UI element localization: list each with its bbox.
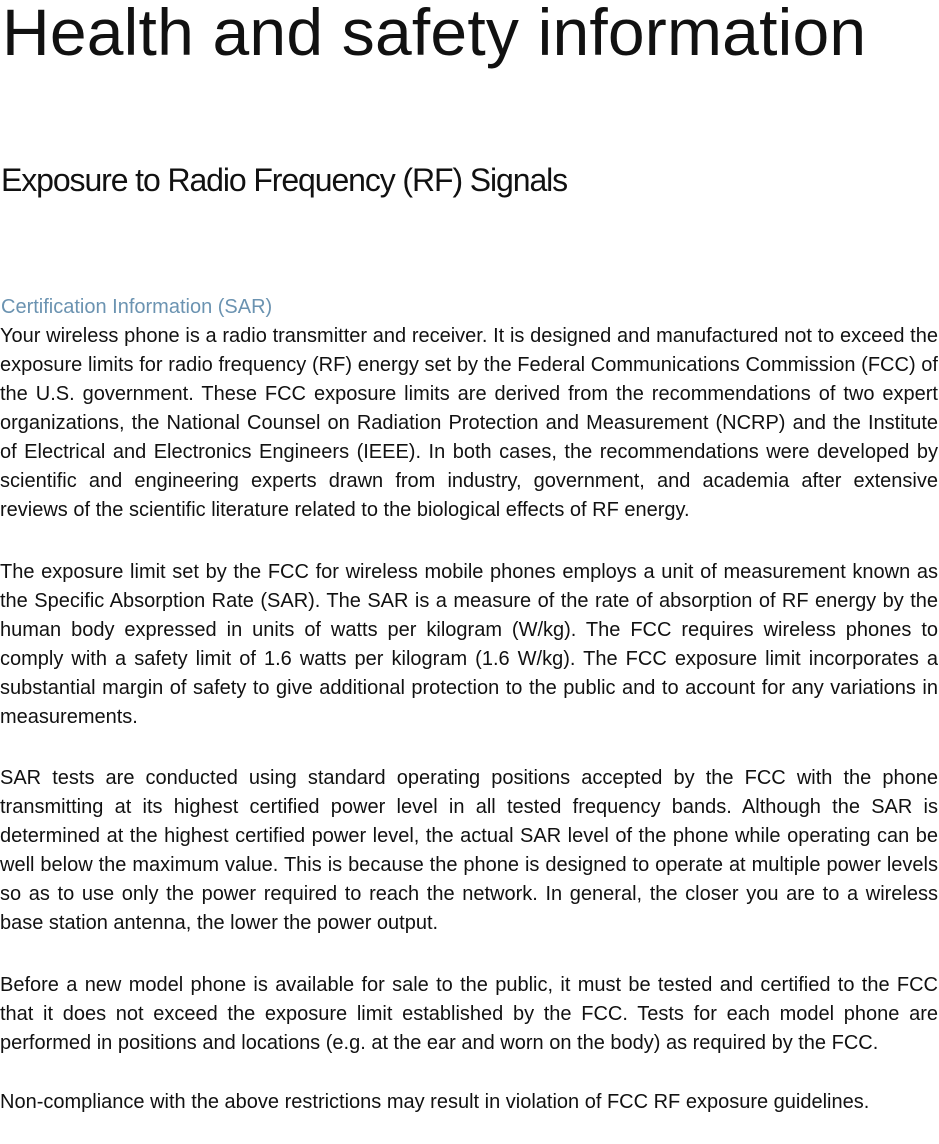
paragraph-sar-tests: SAR tests are conducted using standard operating positions accepted by the FCC with the phone transmitting at its highest certified power level in all tested frequency bands. Although the SAR is determined at the highest certified power level, the actual SAR level of the phone while operating can be well below the maximum value. This is because the phone is designed to operate at multiple power levels so as to use only the power required to reach the network. In general, the closer you are to a wireless base station antenna, the lower the power output. bbox=[0, 767, 938, 934]
paragraph-sar-intro: Your wireless phone is a radio transmitter and receiver. It is designed and manufactured not to exceed the exposure limits for radio frequency (RF) energy set by the Federal Communications Commission (FCC) of the U.S. government. These FCC exposure limits are derived from the recommendations of two expert organizations, the National Counsel on Radiation Protection and Measurement (NCRP) and the Institute of Electrical and Electronics Engineers (IEEE). In both cases, the recommendations were developed by scientific and engineering experts drawn from industry, government, and academia after extensive reviews of the scientific literature related to the biological effects of RF energy. bbox=[0, 325, 938, 521]
paragraph-non-compliance: Non-compliance with the above restrictions may result in violation of FCC RF exposure guidelines. bbox=[0, 1091, 870, 1113]
paragraph-exposure-limit: The exposure limit set by the FCC for wireless mobile phones employs a unit of measurement known as the Specific Absorption Rate (SAR). The SAR is a measure of the rate of absorption of RF energy by the human body expressed in units of watts per kilogram (W/kg). The FCC requires wireless phones to comply with a safety limit of 1.6 watts per kilogram (1.6 W/kg). The FCC exposure limit incorporates a substantial margin of safety to give additional protection to the public and to account for any variations in measurements. bbox=[0, 561, 938, 728]
page-title: Health and safety information bbox=[2, 0, 867, 69]
paragraph-certification: Before a new model phone is available for sale to the public, it must be tested and certified to the FCC that it does not exceed the exposure limit established by the FCC. Tests for each model phone are performed in positions and locations (e.g. at the ear and worn on the body) as required by the FCC. bbox=[0, 974, 938, 1054]
page-subtitle: Exposure to Radio Frequency (RF) Signals bbox=[1, 162, 568, 198]
section-heading: Certification Information (SAR) bbox=[1, 296, 273, 318]
